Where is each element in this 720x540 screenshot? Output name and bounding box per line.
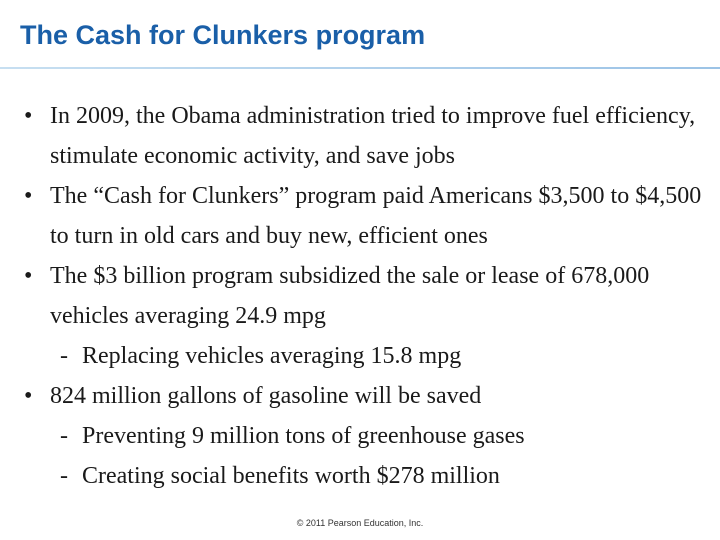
- copyright-footer: © 2011 Pearson Education, Inc.: [296, 518, 424, 528]
- sub-bullet-marker: -: [60, 423, 68, 449]
- sub-bullet-text: Creating social benefits worth $278 million: [82, 463, 500, 489]
- bullet-marker: •: [24, 263, 33, 289]
- bullet-text: In 2009, the Obama administration tried to improve fuel efficiency, stimulate economic activity, and save jobs: [50, 103, 696, 169]
- bullet-text: The $3 billion program subsidized the sale or lease of 678,000 vehicles averaging 24.9 mpg: [50, 263, 650, 329]
- sub-bullet-marker: -: [60, 463, 68, 489]
- bullet-item: [20, 376, 710, 416]
- bullet-item: [20, 96, 710, 176]
- sub-bullet-item: [20, 416, 710, 456]
- bullet-item: [20, 256, 710, 336]
- bullet-item: [20, 176, 710, 256]
- bullet-marker: •: [24, 183, 33, 209]
- bullet-text: 824 million gallons of gasoline will be saved: [50, 383, 482, 409]
- bullet-marker: •: [24, 383, 33, 409]
- title-divider: [0, 67, 720, 69]
- sub-bullet-item: [20, 336, 710, 376]
- bullet-marker: •: [24, 103, 33, 129]
- sub-bullet-text: Preventing 9 million tons of greenhouse gases: [82, 423, 525, 449]
- bullet-list: [20, 96, 710, 496]
- bullet-text: The “Cash for Clunkers” program paid Americans $3,500 to $4,500 to turn in old cars and buy new, efficient ones: [50, 183, 702, 249]
- sub-bullet-item: [20, 456, 710, 496]
- sub-bullet-marker: -: [60, 343, 68, 369]
- slide-title: The Cash for Clunkers program: [20, 20, 426, 50]
- sub-bullet-text: Replacing vehicles averaging 15.8 mpg: [82, 343, 462, 369]
